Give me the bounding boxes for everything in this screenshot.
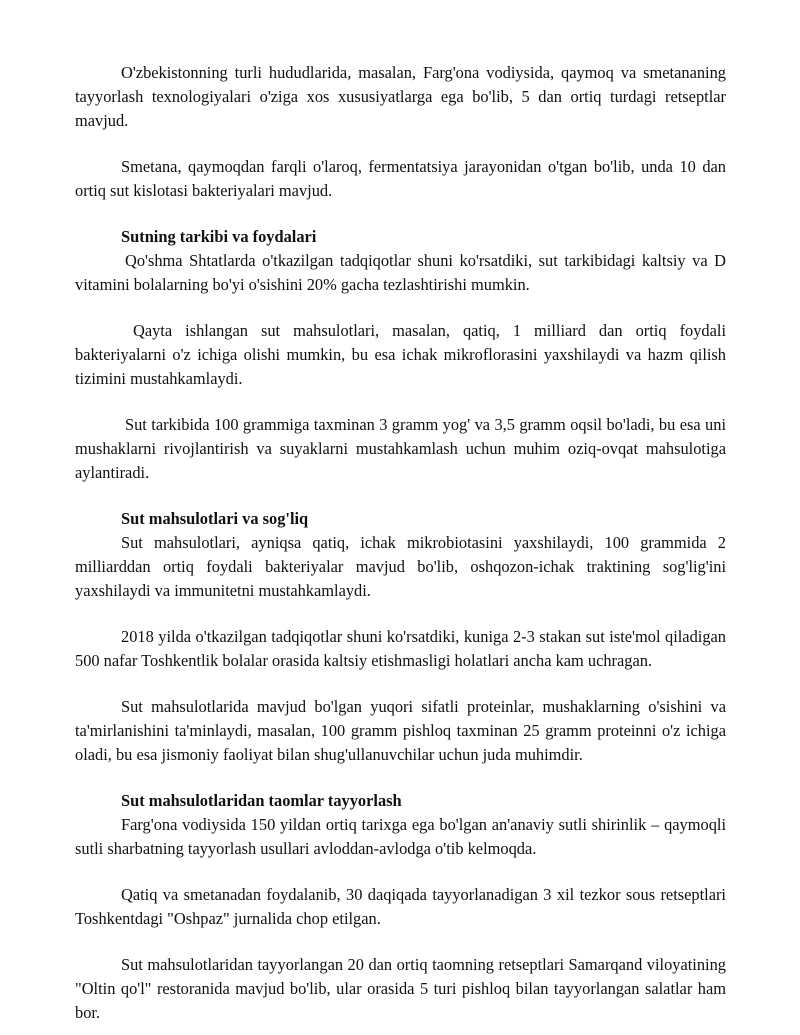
paragraph-smetana-fermentation: Smetana, qaymoqdan farqli o'laroq, fermentatsiya jarayonidan o'tgan bo'lib, unda 10 dan ortiq sut kislotasi bakteriyalari mavjud. <box>75 157 726 200</box>
paragraph-regional-technologies: O'zbekistonning turli hududlarida, masalan, Farg'ona vodiysida, qaymoq va smetananing tayyorlash texnologiyalari o'ziga xos xususiyatlarga ega bo'lib, 5 dan ortiq turdagi retseptlar mavjud. <box>75 63 726 130</box>
paragraph-milk-nutrients: Sut tarkibida 100 grammiga taxminan 3 gramm yog' va 3,5 gramm oqsil bo'ladi, bu esa uni mushaklarni rivojlantirish va suyaklarni mustahkamlash uchun muhim oziq-ovqat mahsulotiga aylantiradi. <box>75 415 726 482</box>
paragraph-processed-products: Qayta ishlangan sut mahsulotlari, masalan, qatiq, 1 milliard dan ortiq foydali bakteriyalarni o'z ichiga olishi mumkin, bu esa ichak mikroflorasini yaxshilaydi va hazm qilish tizimini mustahkamlaydi. <box>75 321 726 388</box>
paragraph-sauce-recipes: Qatiq va smetanadan foydalanib, 30 daqiqada tayyorlanadigan 3 xil tezkor sous retseptlari Toshkentdagi "Oshpaz" jurnalida chop etilgan. <box>75 885 726 928</box>
paragraph-traditional-dessert: Farg'ona vodiysida 150 yildan ortiq tarixga ega bo'lgan an'anaviy sutli shirinlik – qaymoqli sutli sharbatning tayyorlash usullari avloddan-avlodga o'tib kelmoqda. <box>75 815 726 858</box>
paragraph-gut-microbiota: Sut mahsulotlari, ayniqsa qatiq, ichak mikrobiotasini yaxshilaydi, 100 grammida 2 milliarddan ortiq foydali bakteriyalar mavjud bo'lib, oshqozon-ichak traktining sog'lig'ini yaxshilaydi va immunitetni mustahkamlaydi. <box>75 533 726 600</box>
paragraph-us-research: Qo'shma Shtatlarda o'tkazilgan tadqiqotlar shuni ko'rsatdiki, sut tarkibidagi kaltsiy va D vitamini bolalarning bo'yi o'sishini 20% gacha tezlashtirishi mumkin. <box>75 251 726 294</box>
heading-cooking: Sut mahsulotlaridan taomlar tayyorlash <box>121 791 402 810</box>
heading-milk-composition: Sutning tarkibi va foydalari <box>121 227 317 246</box>
paragraph-tashkent-study: 2018 yilda o'tkazilgan tadqiqotlar shuni ko'rsatdiki, kuniga 2-3 stakan sut iste'mol qiladigan 500 nafar Toshkentlik bolalar orasida kaltsiy etishmasligi holatlari ancha kam uchragan. <box>75 627 726 670</box>
paragraph-samarkand-restaurant: Sut mahsulotlaridan tayyorlangan 20 dan ortiq taomning retseptlari Samarqand viloyatining "Oltin qo'l" restoranida mavjud bo'lib, ular orasida 5 turi pishloq bilan tayyorlangan salatlar ham bor. <box>75 955 726 1022</box>
paragraph-proteins: Sut mahsulotlarida mavjud bo'lgan yuqori sifatli proteinlar, mushaklarning o'sishini va ta'mirlanishini ta'minlaydi, masalan, 100 gramm pishloq taxminan 25 gramm proteinni o'z ichiga oladi, bu esa jismoniy faoliyat bilan shug'ullanuvchilar uchun juda muhimdir. <box>75 697 726 764</box>
heading-milk-health: Sut mahsulotlari va sog'liq <box>121 509 309 528</box>
